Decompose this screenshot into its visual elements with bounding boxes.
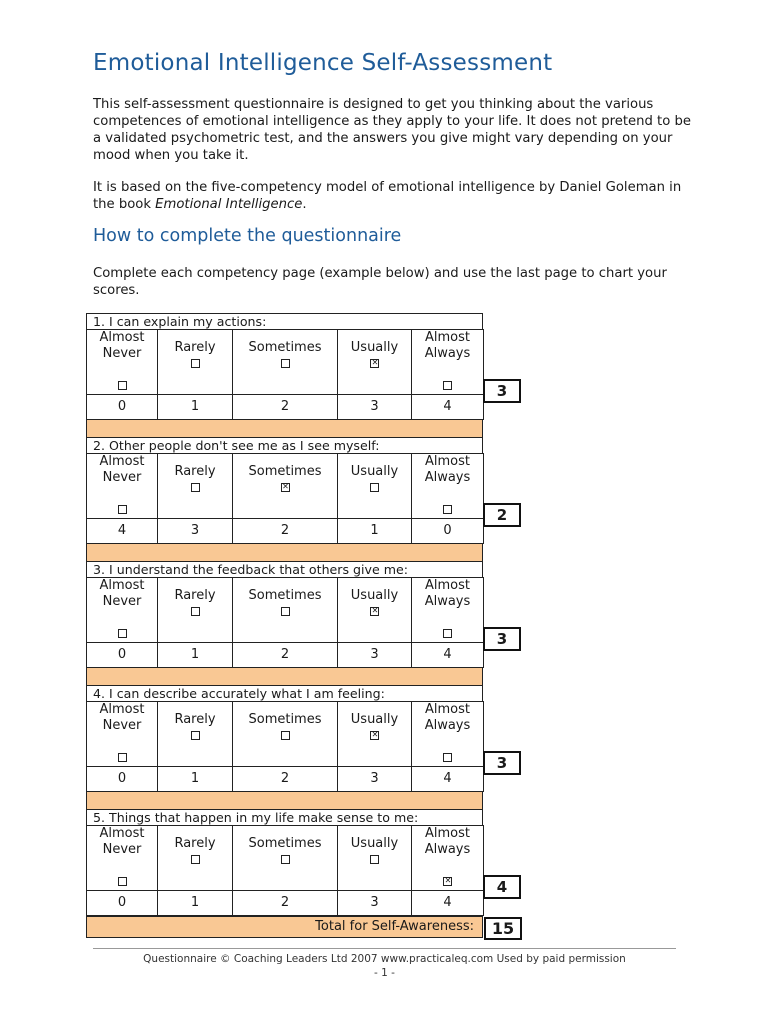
option-label: Usually (350, 340, 399, 355)
answer-option (412, 330, 484, 395)
option-label: Almost Always (424, 826, 471, 857)
option-value: 0 (87, 643, 158, 668)
separator-band (86, 792, 483, 809)
answer-option (158, 330, 233, 395)
answer-option (338, 826, 412, 891)
answer-table (86, 577, 484, 668)
separator-band (86, 544, 483, 561)
instructions-paragraph: Complete each competency page (example below) and use the last page to chart your scores. (93, 266, 667, 298)
question-block (86, 809, 508, 916)
question-label: 1. I can explain my actions: (86, 313, 483, 329)
answer-option (412, 826, 484, 891)
answer-checkbox[interactable] (281, 731, 290, 740)
answer-checkbox[interactable] (443, 505, 452, 514)
option-label: Rarely (174, 836, 216, 851)
option-value: 4 (87, 519, 158, 544)
option-value: 3 (338, 643, 412, 668)
answer-option (233, 826, 338, 891)
score-box[interactable]: 3 (483, 627, 521, 651)
answer-option (87, 330, 158, 395)
option-value: 1 (158, 395, 233, 420)
page-number: - 1 - (374, 967, 395, 979)
option-label: Almost Always (424, 578, 471, 609)
question-label: 4. I can describe accurately what I am feeling: (86, 685, 483, 701)
total-score-box[interactable]: 15 (484, 917, 522, 940)
answer-checkbox[interactable] (443, 381, 452, 390)
page-title: Emotional Intelligence Self-Assessment (93, 50, 553, 76)
answer-option (233, 702, 338, 767)
section-heading: How to complete the questionnaire (93, 226, 402, 246)
option-value: 2 (233, 643, 338, 668)
option-value: 4 (412, 891, 484, 916)
option-label: Almost Never (99, 826, 145, 857)
option-label: Sometimes (248, 464, 322, 479)
question-label: 5. Things that happen in my life make sense to me: (86, 809, 483, 825)
answer-checkbox[interactable] (191, 359, 200, 368)
footer-divider (93, 948, 676, 949)
option-label: Sometimes (248, 340, 322, 355)
option-label: Sometimes (248, 836, 322, 851)
answer-option (338, 454, 412, 519)
option-label: Usually (350, 588, 399, 603)
answer-option (233, 578, 338, 643)
questionnaire (86, 313, 526, 938)
option-label: Almost Always (424, 454, 471, 485)
option-label: Almost Always (424, 702, 471, 733)
option-value: 4 (412, 767, 484, 792)
answer-checkbox[interactable] (118, 753, 127, 762)
option-value: 3 (338, 395, 412, 420)
option-value: 3 (338, 891, 412, 916)
option-value: 1 (158, 891, 233, 916)
answer-checkbox[interactable] (118, 505, 127, 514)
answer-option (412, 702, 484, 767)
answer-option (87, 826, 158, 891)
answer-option (338, 702, 412, 767)
question-label: 2. Other people don't see me as I see myself: (86, 437, 483, 453)
score-box[interactable]: 4 (483, 875, 521, 899)
answer-checkbox[interactable] (370, 731, 379, 740)
model-text-end: . (302, 197, 307, 212)
book-title: Emotional Intelligence (155, 197, 303, 212)
option-value: 1 (158, 643, 233, 668)
option-value: 0 (87, 891, 158, 916)
option-label: Almost Never (99, 330, 145, 361)
answer-option (158, 454, 233, 519)
option-label: Rarely (174, 712, 216, 727)
option-value: 2 (233, 767, 338, 792)
footer-copyright: Questionnaire © Coaching Leaders Ltd 2007 www.practicaleq.com Used by paid permission (143, 953, 626, 965)
answer-option (338, 330, 412, 395)
answer-checkbox[interactable] (118, 381, 127, 390)
question-block (86, 313, 508, 420)
answer-option (87, 702, 158, 767)
option-value: 3 (338, 767, 412, 792)
answer-option (233, 454, 338, 519)
answer-checkbox[interactable] (191, 855, 200, 864)
answer-option (87, 578, 158, 643)
option-label: Almost Never (99, 578, 145, 609)
answer-checkbox[interactable] (443, 877, 452, 886)
answer-checkbox[interactable] (370, 855, 379, 864)
option-label: Rarely (174, 464, 216, 479)
option-value: 2 (233, 891, 338, 916)
answer-option (158, 826, 233, 891)
question-block (86, 561, 508, 668)
option-value: 1 (338, 519, 412, 544)
answer-checkbox[interactable] (281, 359, 290, 368)
answer-checkbox[interactable] (370, 483, 379, 492)
score-box[interactable]: 3 (483, 379, 521, 403)
answer-option (158, 702, 233, 767)
option-label: Almost Never (99, 454, 145, 485)
option-label: Usually (350, 464, 399, 479)
option-value: 2 (233, 395, 338, 420)
answer-checkbox[interactable] (281, 855, 290, 864)
option-value: 1 (158, 767, 233, 792)
model-paragraph (93, 179, 693, 213)
option-label: Almost Never (99, 702, 145, 733)
option-value: 4 (412, 395, 484, 420)
answer-checkbox[interactable] (370, 607, 379, 616)
answer-checkbox[interactable] (118, 877, 127, 886)
answer-checkbox[interactable] (443, 629, 452, 638)
option-label: Sometimes (248, 712, 322, 727)
answer-option (338, 578, 412, 643)
answer-option (158, 578, 233, 643)
question-block (86, 437, 508, 544)
answer-checkbox[interactable] (281, 607, 290, 616)
answer-checkbox[interactable] (191, 607, 200, 616)
answer-table (86, 701, 484, 792)
answer-table (86, 825, 484, 916)
answer-option (412, 578, 484, 643)
answer-checkbox[interactable] (443, 753, 452, 762)
answer-table (86, 329, 484, 420)
option-label: Usually (350, 712, 399, 727)
separator-band (86, 668, 483, 685)
model-text: It is based on the five-competency model of emotional intelligence by Daniel Goleman in the book (93, 180, 682, 212)
option-value: 0 (87, 767, 158, 792)
option-value: 0 (87, 395, 158, 420)
question-label: 3. I understand the feedback that others give me: (86, 561, 483, 577)
total-label: Total for Self-Awareness: (315, 919, 474, 934)
score-box[interactable]: 3 (483, 751, 521, 775)
total-row (86, 916, 515, 938)
option-value: 0 (412, 519, 484, 544)
score-box[interactable]: 2 (483, 503, 521, 527)
option-label: Rarely (174, 588, 216, 603)
answer-checkbox[interactable] (370, 359, 379, 368)
answer-option (233, 330, 338, 395)
answer-checkbox[interactable] (118, 629, 127, 638)
separator-band (86, 420, 483, 437)
answer-checkbox[interactable] (191, 731, 200, 740)
option-value: 4 (412, 643, 484, 668)
intro-paragraph: This self-assessment questionnaire is designed to get you thinking about the various competences of emotional intelligence as they apply to your life. It does not pretend to be a validated psychometric test, and the answers you give might vary depending on your mood when you take it. (93, 97, 691, 163)
option-label: Sometimes (248, 588, 322, 603)
answer-option (87, 454, 158, 519)
question-block (86, 685, 508, 792)
option-label: Usually (350, 836, 399, 851)
answer-checkbox[interactable] (191, 483, 200, 492)
option-label: Rarely (174, 340, 216, 355)
option-value: 2 (233, 519, 338, 544)
answer-table (86, 453, 484, 544)
option-value: 3 (158, 519, 233, 544)
answer-option (412, 454, 484, 519)
answer-checkbox[interactable] (281, 483, 290, 492)
option-label: Almost Always (424, 330, 471, 361)
